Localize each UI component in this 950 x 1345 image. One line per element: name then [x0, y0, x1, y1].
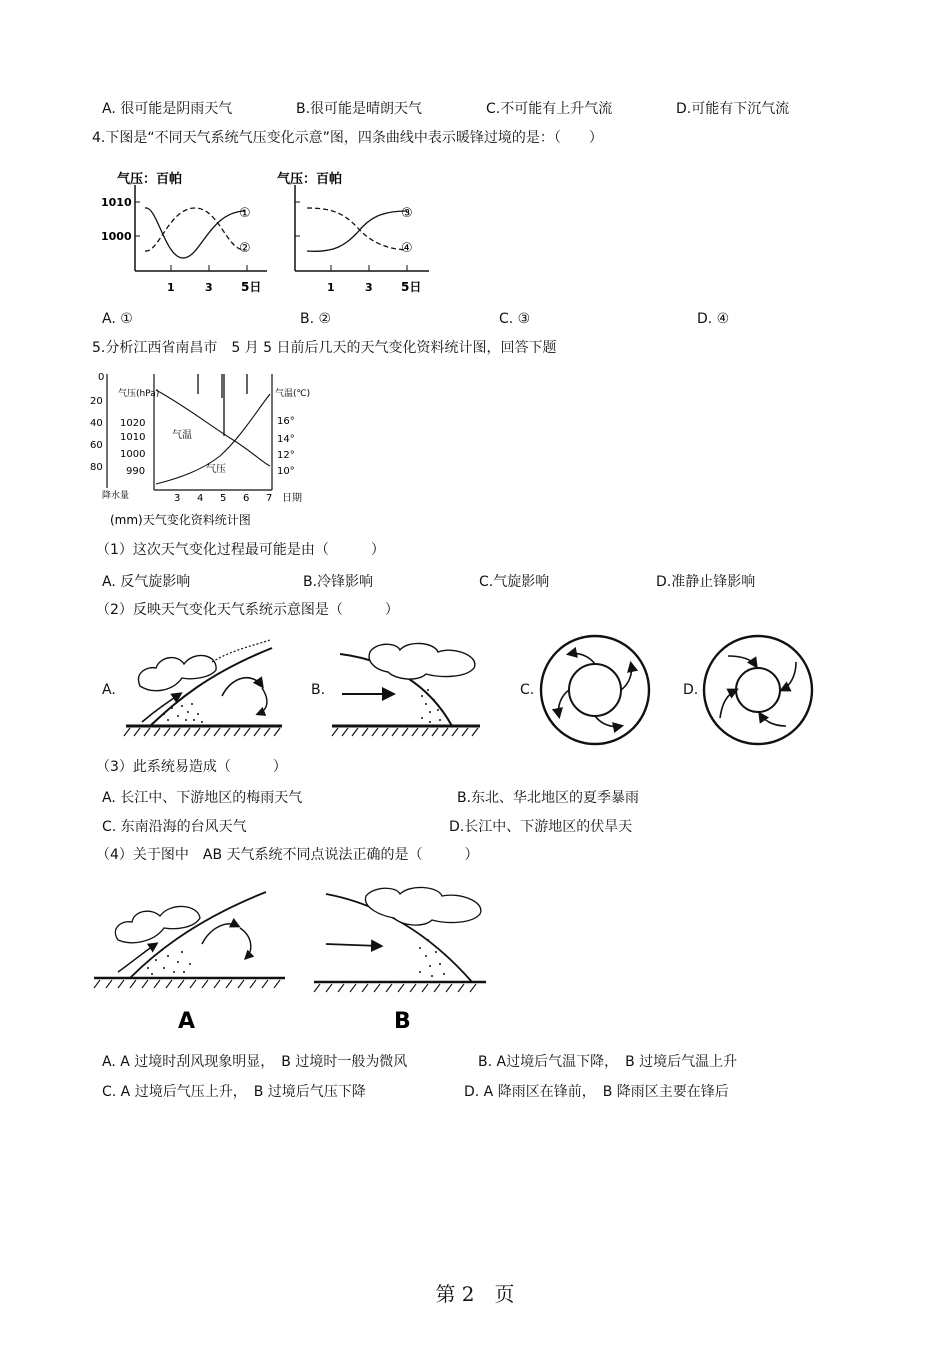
q5-sub2-label-a: A. — [102, 682, 116, 698]
q3-option-d: D.可能有下沉气流 — [676, 101, 790, 117]
q5-sub1-option-b: B.冷锋影响 — [303, 574, 374, 590]
anticyclone-diagram — [537, 634, 655, 746]
q4-xtick-3: 3 — [205, 281, 213, 294]
diagram-a-label: A — [178, 1009, 196, 1032]
curve-label-4: ④ — [401, 241, 413, 256]
q3-option-a: A. 很可能是阴雨天气 — [102, 101, 233, 117]
rain-tick-60: 60 — [90, 440, 103, 451]
q4-option-a: A. ① — [102, 311, 133, 327]
q5-sub1-stem: （1）这次天气变化过程最可能是由（ ） — [96, 542, 385, 558]
q4-option-c: C. ③ — [499, 311, 531, 327]
curve-label-1: ① — [239, 206, 251, 221]
q4-right-xtick-3: 3 — [365, 281, 373, 294]
q5-sub3-stem: （3）此系统易造成（ ） — [96, 759, 287, 775]
q5-sub3-option-a: A. 长江中、下游地区的梅雨天气 — [102, 790, 303, 806]
q4-right-xtick-1: 1 — [327, 281, 335, 294]
diagram-b — [314, 887, 486, 1032]
q4-xtick-1: 1 — [167, 281, 175, 294]
q5-sub4-stem: （4）关于图中 AB 天气系统不同点说法正确的是（ ） — [96, 847, 479, 863]
q5-sub2-label-d: D. — [683, 682, 699, 698]
warm-front-diagram — [330, 636, 490, 741]
temperature-curve — [156, 390, 270, 466]
front-comparison-diagrams — [90, 882, 510, 1032]
q5-sub4-option-b: B. A过境后气温下降， B 过境后气温上升 — [478, 1054, 738, 1070]
day-3: 3 — [174, 493, 181, 504]
pressure-tick-990: 990 — [126, 466, 146, 477]
rain-tick-0: 0 — [98, 372, 105, 383]
q5-sub3-option-d: D.长江中、下游地区的伏旱天 — [449, 819, 633, 835]
q5-sub2-label-b: B. — [311, 682, 326, 698]
day-4: 4 — [197, 493, 204, 504]
curve-3 — [307, 211, 407, 251]
cold-front-diagram — [122, 636, 287, 741]
q4-left-ylabel: 气压：百帕 — [117, 172, 183, 187]
q4-xtick-5: 5日 — [241, 280, 262, 294]
q5-sub3-option-c: C. 东南沿海的台风天气 — [102, 819, 247, 835]
curve-label-2: ② — [239, 241, 251, 256]
rain-tick-80: 80 — [90, 462, 103, 473]
q4-stem: 4.下图是“不同天气系统气压变化示意”图，四条曲线中表示暖锋过境的是：（ ） — [92, 130, 603, 146]
diagram-a — [94, 892, 285, 1032]
curve-temp-label: 气温 — [172, 430, 192, 441]
q5-sub1-option-d: D.准静止锋影响 — [656, 574, 756, 590]
temp-tick-12: 12° — [277, 450, 295, 461]
q5-weather-chart — [90, 366, 315, 531]
temp-tick-14: 14° — [277, 434, 295, 445]
day-5: 5 — [220, 493, 227, 504]
curve-label-3: ③ — [401, 206, 413, 221]
page-number: 第 2 页 — [435, 1282, 515, 1306]
q4-ytick-1000: 1000 — [101, 230, 132, 243]
day-7: 7 — [266, 493, 273, 504]
pressure-label: 气压(hPa) — [118, 389, 160, 399]
q5-stem: 5.分析江西省南昌市 5 月 5 日前后几天的天气变化资料统计图，回答下题 — [92, 340, 557, 356]
q5-sub3-option-b: B.东北、华北地区的夏季暴雨 — [457, 790, 640, 806]
q3-option-c: C.不可能有上升气流 — [486, 101, 613, 117]
q4-option-d: D. ④ — [697, 311, 730, 327]
q5-sub2-stem: （2）反映天气变化天气系统示意图是（ ） — [96, 602, 399, 618]
day-6: 6 — [243, 493, 250, 504]
q4-option-b: B. ② — [300, 311, 332, 327]
curve-pressure-label: 气压 — [206, 464, 226, 475]
temp-label: 气温(℃) — [275, 389, 311, 399]
q5-sub4-option-c: C. A 过境后气压上升， B 过境后气压下降 — [102, 1084, 366, 1100]
diagram-b-label: B — [394, 1009, 411, 1032]
pressure-tick-1010: 1010 — [120, 432, 146, 443]
curve-4 — [307, 208, 407, 250]
pressure-tick-1000: 1000 — [120, 449, 146, 460]
q4-right-ylabel: 气压：百帕 — [277, 172, 343, 187]
curve-1 — [145, 208, 245, 258]
pressure-tick-1020: 1020 — [120, 418, 146, 429]
x-axis-label: 日期 — [282, 493, 302, 504]
chart-caption: (mm)天气变化资料统计图 — [110, 513, 251, 527]
q3-option-b: B.很可能是晴朗天气 — [296, 101, 423, 117]
temp-tick-16: 16° — [277, 416, 295, 427]
q5-sub4-option-d: D. A 降雨区在锋前， B 降雨区主要在锋后 — [464, 1084, 729, 1100]
q5-sub1-option-a: A. 反气旋影响 — [102, 574, 191, 590]
q4-chart-left — [101, 171, 267, 294]
q5-sub2-label-c: C. — [520, 682, 535, 698]
rain-tick-20: 20 — [90, 396, 103, 407]
q4-right-xtick-5: 5日 — [401, 280, 422, 294]
q5-sub4-option-a: A. A 过境时刮风现象明显， B 过境时一般为微风 — [102, 1054, 408, 1070]
cyclone-diagram — [700, 634, 818, 746]
q5-sub1-option-c: C.气旋影响 — [479, 574, 550, 590]
rain-axis-label: 降水量 — [102, 491, 130, 501]
rain-tick-40: 40 — [90, 418, 103, 429]
q4-ytick-1010: 1010 — [101, 196, 132, 209]
temp-tick-10: 10° — [277, 466, 295, 477]
q4-pressure-charts — [95, 163, 450, 298]
q4-chart-right — [277, 171, 429, 294]
